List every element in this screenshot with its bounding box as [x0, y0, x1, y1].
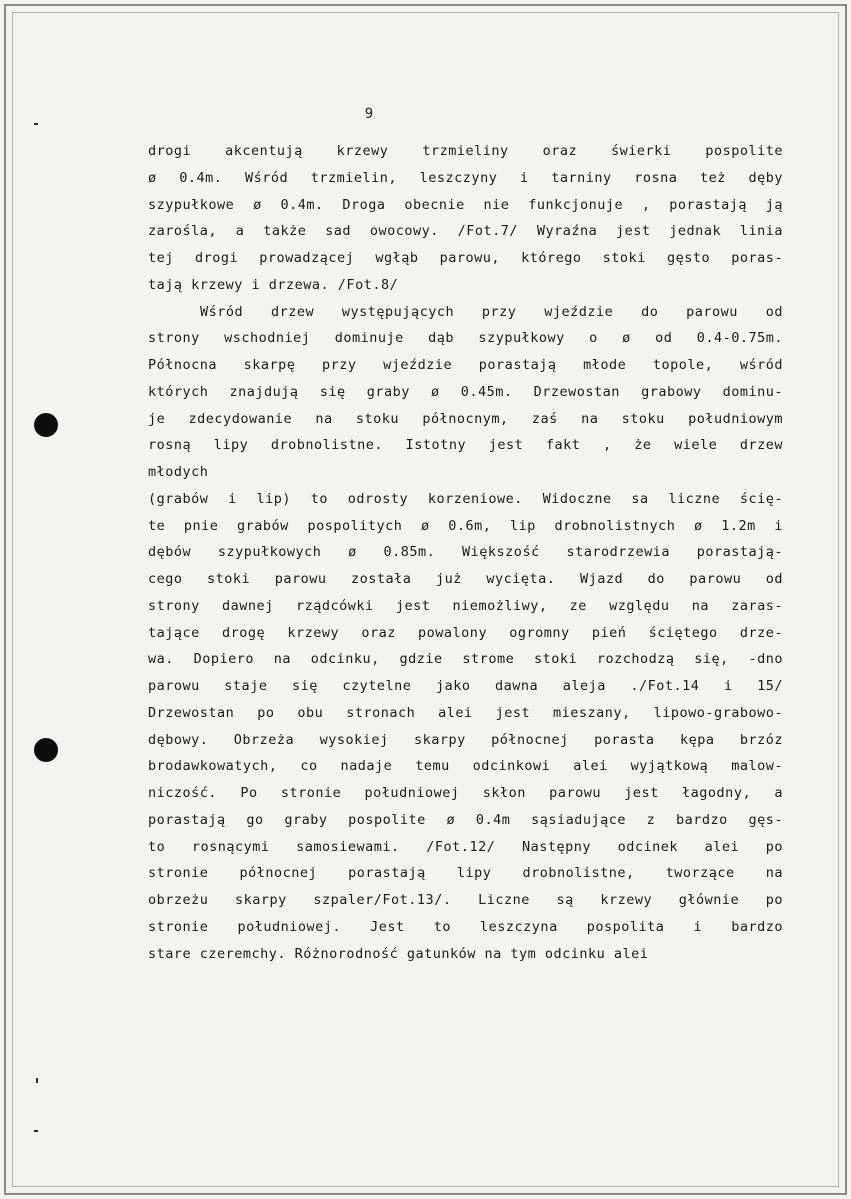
text-line: parowu staje się czytelne jako dawna aleja ./Fot.14 i 15/	[148, 678, 783, 694]
document-body	[148, 138, 783, 967]
text-line: strony dawnej rządcówki jest niemożliwy, ze względu na zaras-	[148, 597, 783, 614]
text-line: stare czeremchy. Różnorodność gatunków na tym odcinku alei	[148, 945, 649, 962]
text-line: obrzeżu skarpy szpaler/Fot.13/. Liczne są krzewy głównie po	[148, 892, 783, 908]
text-line: porastają go graby pospolite ø 0.4m sąsiadujące z bardzo gęs-	[148, 811, 783, 828]
text-line: (grabów i lip) to odrosty korzeniowe. Widoczne sa liczne ścię-	[148, 490, 783, 507]
text-line: tające drogę krzewy oraz powalony ogromny pień ściętego drze-	[148, 624, 783, 641]
text-line: niczość. Po stronie południowej skłon parowu jest łagodny, a	[148, 785, 783, 801]
text-line: dębów szypułkowych ø 0.85m. Większość starodrzewia porastają-	[148, 544, 783, 561]
text-line: drogi akcentują krzewy trzmieliny oraz świerki pospolite	[148, 143, 783, 159]
text-line: tają krzewy i drzewa. /Fot.8/	[148, 276, 399, 293]
text-line: zarośla, a także sad owocowy. /Fot.7/ Wyraźna jest jednak linia	[148, 223, 783, 240]
text-line: Wśród drzew występujących przy wjeździe do parowu od	[200, 303, 783, 320]
text-line: cego stoki parowu została już wycięta. Wjazd do parowu od	[148, 571, 783, 587]
page-number: 9	[364, 106, 374, 122]
punch-hole-lower	[34, 738, 58, 762]
punch-hole-upper	[34, 413, 58, 437]
text-line: Północna skarpę przy wjeździe porastają młode topole, wśród	[148, 357, 783, 373]
text-line: brodawkowatych, co nadaje temu odcinkowi alei wyjątkową malow-	[148, 758, 783, 775]
margin-mark-top	[34, 123, 38, 125]
text-line: je zdecydowanie na stoku północnym, zaś na stoku południowym	[148, 410, 783, 427]
margin-mark-bottom	[34, 1130, 38, 1132]
text-line: rosną lipy drobnolistne. Istotny jest fakt , że wiele drzew	[148, 437, 783, 454]
text-line: to rosnącymi samosiewami. /Fot.12/ Następny odcinek alei po	[148, 838, 783, 855]
text-line: dębowy. Obrzeża wysokiej skarpy północnej porasta kępa brzóz	[148, 731, 783, 748]
text-line: Drzewostan po obu stronach alei jest mieszany, lipowo-grabowo-	[148, 704, 783, 721]
text-line: stronie południowej. Jest to leszczyna pospolita i bardzo	[148, 918, 783, 935]
text-line: których znajdują się graby ø 0.45m. Drzewostan grabowy dominu-	[148, 383, 783, 400]
text-line: szypułkowe ø 0.4m. Droga obecnie nie funkcjonuje , porastają ją	[148, 196, 783, 213]
text-line: te pnie grabów pospolitych ø 0.6m, lip drobnolistnych ø 1.2m i	[148, 517, 783, 534]
text-line: ø 0.4m. Wśród trzmielin, leszczyny i tarniny rosna też dęby	[148, 169, 783, 186]
text-line: młodych	[148, 464, 209, 480]
text-line: tej drogi prowadzącej wgłąb parowu, którego stoki gęsto poras-	[148, 250, 783, 266]
text-line: stronie północnej porastają lipy drobnolistne, tworzące na	[148, 865, 783, 882]
text-line: strony wschodniej dominuje dąb szypułkowy o ø od 0.4-0.75m.	[148, 330, 783, 347]
margin-mark-middle	[36, 1078, 38, 1083]
text-line: wa. Dopiero na odcinku, gdzie strome stoki rozchodzą się, -dno	[148, 651, 783, 668]
